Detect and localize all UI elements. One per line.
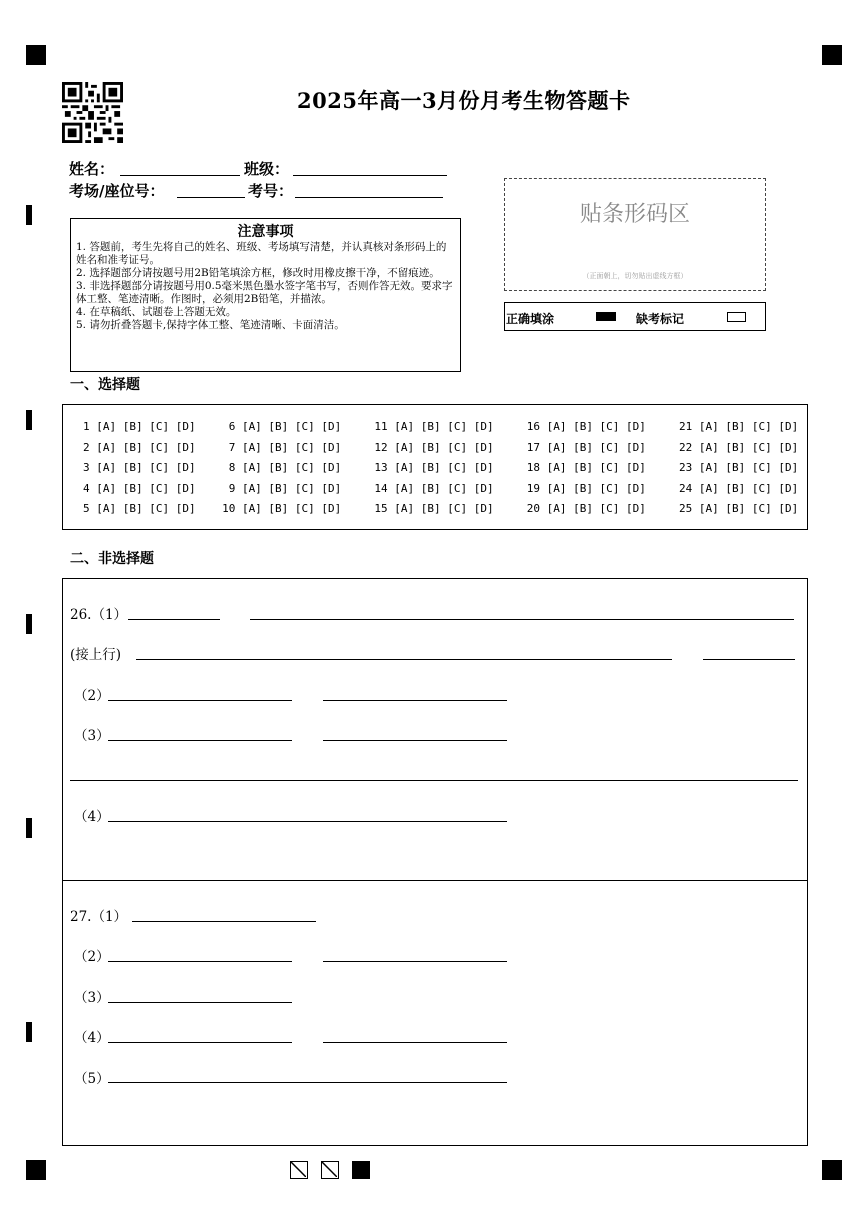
notice-item: 4. 在草稿纸、试题卷上答题无效。 [76, 306, 237, 318]
q27-4-blank-b[interactable] [323, 1042, 507, 1043]
absent-mark-label: 缺考标记 [636, 312, 685, 326]
q26-1-blank-b[interactable] [250, 619, 794, 620]
choice-row[interactable]: 4 [A] [B] [C] [D] 9 [A] [B] [C] [D] 14 [A] [B] [C] [D] 19 [A] [B] [C] [D] 24 [A] [B] [C] [D] [83, 482, 799, 495]
name-field[interactable] [120, 175, 240, 176]
q27-part2-label: （2） [74, 949, 110, 965]
q26-4-blank[interactable] [108, 821, 507, 822]
choice-row[interactable]: 3 [A] [B] [C] [D] 8 [A] [B] [C] [D] 13 [A] [B] [C] [D] 18 [A] [B] [C] [D] 23 [A] [B] [C] [D] [83, 461, 799, 474]
page-indicator-filled-icon [352, 1161, 370, 1179]
q27-2-blank-a[interactable] [108, 961, 292, 962]
notice-item: 1. 答题前，考生先将自己的姓名、班级、考场填写清楚，并认真核对条形码上的姓名和准考证号。 [76, 241, 447, 266]
q27-part3-label: （3） [74, 990, 110, 1006]
question-27-box [62, 880, 808, 1146]
barcode-area [504, 178, 766, 291]
q26-label: 26.（1） [70, 607, 128, 623]
section-free-response-title: 二、非选择题 [70, 551, 154, 567]
notice-body [71, 241, 460, 332]
q27-1-blank[interactable] [132, 921, 316, 922]
q26-3-blank-a[interactable] [108, 740, 292, 741]
q27-5-blank[interactable] [108, 1082, 507, 1083]
page-title: 2025年高一3月份月考生物答题卡 [297, 88, 631, 113]
timing-mark [26, 614, 32, 634]
seat-label: 考场/座位号： [69, 182, 165, 200]
page-indicator-crossed-icon [321, 1161, 339, 1179]
barcode-note: （正面朝上，切勿贴出虚线方框） [582, 272, 688, 280]
timing-mark [26, 410, 32, 430]
corner-mark-bottom-right [822, 1160, 842, 1180]
class-field[interactable] [293, 175, 447, 176]
choice-row[interactable]: 2 [A] [B] [C] [D] 7 [A] [B] [C] [D] 12 [A] [B] [C] [D] 17 [A] [B] [C] [D] 22 [A] [B] [C] [D] [83, 441, 799, 454]
notice-item: 3. 非选择题部分请按题号用0.5毫米黑色墨水签字笔书写，否则作答无效。要求字体工整、笔迹清晰。作图时，必须用2B铅笔，并描浓。 [76, 280, 453, 305]
q26-continuation-label: (接上行) [70, 647, 122, 663]
q26-2-blank-b[interactable] [323, 700, 507, 701]
correct-fill-label: 正确填涂 [506, 312, 555, 326]
name-label: 姓名： [69, 160, 115, 178]
fill-legend [504, 302, 766, 331]
q27-part4-label: （4） [74, 1030, 110, 1046]
class-label: 班级： [244, 160, 290, 178]
q26-part3-label: （3） [74, 728, 110, 744]
q27-2-blank-b[interactable] [323, 961, 507, 962]
timing-mark [26, 1022, 32, 1042]
q26-3-blank-b[interactable] [323, 740, 507, 741]
q27-label: 27.（1） [70, 909, 128, 925]
question-26-box [62, 578, 808, 881]
q26-part2-label: （2） [74, 688, 110, 704]
q27-3-blank[interactable] [108, 1002, 292, 1003]
section-multiple-choice-title: 一、选择题 [70, 377, 140, 393]
multiple-choice-box [62, 404, 808, 530]
correct-fill-sample [596, 312, 616, 321]
timing-mark [26, 818, 32, 838]
notice-item: 5. 请勿折叠答题卡,保持字体工整、笔迹清晰、卡面清洁。 [76, 319, 345, 331]
exam-number-label: 考号： [248, 182, 294, 200]
q27-part5-label: （5） [74, 1071, 110, 1087]
seat-field[interactable] [177, 197, 245, 198]
q26-part4-label: （4） [74, 809, 110, 825]
choice-row[interactable]: 5 [A] [B] [C] [D] 10 [A] [B] [C] [D] 15 [A] [B] [C] [D] 20 [A] [B] [C] [D] 25 [A] [B] [C] [D] [83, 502, 799, 515]
q26-1-blank-a[interactable] [128, 619, 220, 620]
notice-title: 注意事项 [237, 224, 294, 240]
corner-mark-top-left [26, 45, 46, 65]
timing-mark [26, 205, 32, 225]
q26-cont-blank-b[interactable] [703, 659, 795, 660]
notice-box [70, 218, 461, 372]
corner-mark-bottom-left [26, 1160, 46, 1180]
corner-mark-top-right [822, 45, 842, 65]
qr-code-icon [62, 82, 123, 143]
exam-number-field[interactable] [295, 197, 443, 198]
barcode-title: 贴条形码区 [579, 202, 690, 227]
absent-mark-box[interactable] [727, 312, 746, 322]
q26-divider [70, 780, 798, 781]
q27-4-blank-a[interactable] [108, 1042, 292, 1043]
q26-2-blank-a[interactable] [108, 700, 292, 701]
notice-item: 2. 选择题部分请按题号用2B铅笔填涂方框，修改时用橡皮擦干净，不留痕迹。 [76, 267, 440, 279]
page-indicator-crossed-icon [290, 1161, 308, 1179]
q26-cont-blank-a[interactable] [136, 659, 672, 660]
choice-row[interactable]: 1 [A] [B] [C] [D] 6 [A] [B] [C] [D] 11 [A] [B] [C] [D] 16 [A] [B] [C] [D] 21 [A] [B] [C] [D] [83, 420, 799, 433]
